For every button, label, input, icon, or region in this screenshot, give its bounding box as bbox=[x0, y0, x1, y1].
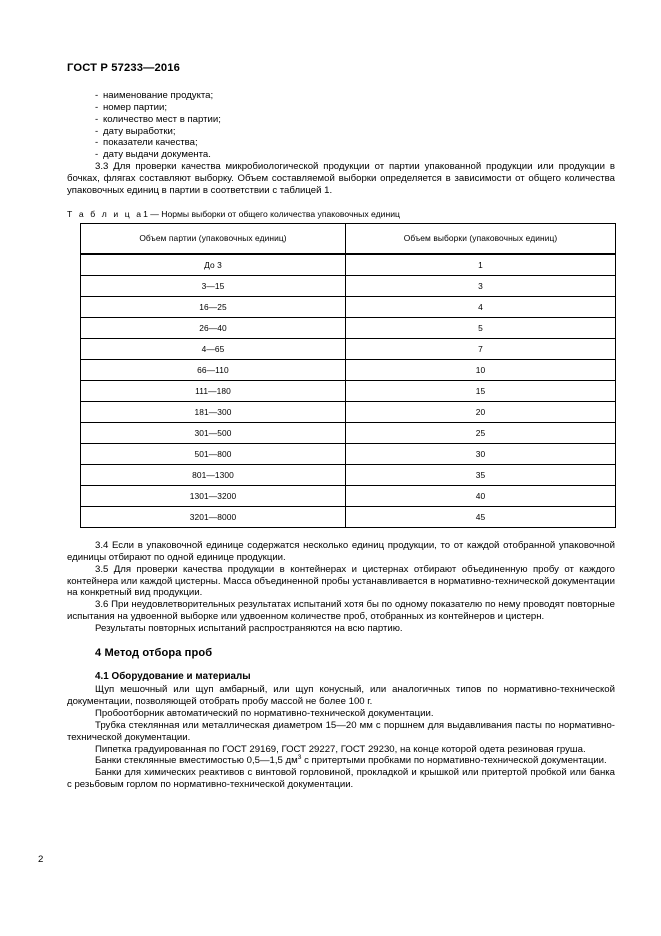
cubic-exponent: 3 bbox=[297, 754, 302, 762]
table-caption-dash: — bbox=[150, 208, 159, 219]
cell-sample-volume: 25 bbox=[346, 422, 616, 443]
requirements-list bbox=[67, 90, 615, 161]
table-row bbox=[81, 506, 616, 527]
cell-lot-volume: 301—500 bbox=[194, 427, 232, 438]
list-item bbox=[67, 102, 615, 114]
table-row bbox=[81, 317, 616, 338]
cell-sample-volume: 15 bbox=[346, 380, 616, 401]
cell-sample-volume: 5 bbox=[346, 317, 616, 338]
running-head: ГОСТ Р 57233—2016 bbox=[67, 62, 180, 74]
equipment-paragraph-2: Пробоотборник автоматический по нормативно-технической документации. bbox=[95, 707, 434, 719]
list-item-label: дату выработки; bbox=[103, 125, 176, 137]
list-item bbox=[67, 137, 615, 149]
dash-bullet-icon: - bbox=[95, 90, 99, 101]
equipment-paragraph-4: Пипетка градуированная по ГОСТ 29169, ГОСТ 29227, ГОСТ 29230, на конце которой одета резиновая груша. bbox=[95, 743, 586, 755]
list-item-label: наименование продукта; bbox=[103, 90, 214, 101]
column-header-lot-volume: Объем партии (упаковочных единиц) bbox=[139, 233, 287, 244]
cell-lot-volume: 16—25 bbox=[199, 301, 227, 312]
table-row bbox=[81, 422, 616, 443]
dash-bullet-icon: - bbox=[95, 125, 99, 137]
list-item-label: номер партии; bbox=[103, 101, 167, 113]
cell-sample-volume: 3 bbox=[346, 275, 616, 296]
dash-bullet-icon: - bbox=[95, 113, 99, 125]
column-header-sample-volume: Объем выборки (упаковочных единиц) bbox=[346, 223, 616, 254]
table-row bbox=[81, 359, 616, 380]
cell-sample-volume: 20 bbox=[346, 401, 616, 422]
jar-capacity-text-before: Банки стеклянные вместимостью 0,5—1,5 дм bbox=[95, 755, 298, 767]
cell-sample-volume: 35 bbox=[346, 464, 616, 485]
cell-lot-volume: 501—800 bbox=[194, 448, 232, 459]
clause-3-6: 3.6 При неудовлетворительных результатах испытаний хотя бы по одному показателю по нему проводят повторные испытания на удвоенной выборке или удвоенном количестве проб, отобранных из контейнеров и цистерн. bbox=[67, 599, 615, 623]
jar-capacity-text-after: с притертыми пробками по нормативно-технической документации. bbox=[301, 755, 607, 767]
table-row bbox=[81, 296, 616, 317]
page-content bbox=[67, 90, 615, 791]
table-caption-title: Нормы выборки от общего количества упаковочных единиц bbox=[161, 208, 400, 219]
page-number: 2 bbox=[38, 854, 44, 865]
cell-lot-volume: 66—110 bbox=[197, 364, 229, 375]
table-row bbox=[81, 443, 616, 464]
clause-3-5: 3.5 Для проверки качества продукции в контейнерах и цистернах отбирают объединенную пробу от каждого контейнера или каждой цистерны. Масса объединенной пробы устанавливается в нормативно-технической документации на конкретный вид продукции. bbox=[67, 563, 615, 599]
cell-sample-volume: 4 bbox=[346, 296, 616, 317]
table-caption bbox=[67, 209, 615, 219]
cell-sample-volume: 40 bbox=[346, 485, 616, 506]
cell-lot-volume: 26—40 bbox=[199, 322, 227, 333]
cell-lot-volume: 4—65 bbox=[201, 343, 225, 354]
equipment-paragraph-5 bbox=[67, 755, 615, 767]
table-row bbox=[81, 338, 616, 359]
cell-lot-volume: 181—300 bbox=[194, 406, 232, 417]
clause-3-3: 3.3 Для проверки качества микробиологической продукции от партии упакованной продукции или продукции в бочках, флягах составляют выборку. Объем составляемой выборки определяется в зависимости от общего количества упаковочных единиц в партии в соответствии с таблицей 1. bbox=[67, 161, 615, 196]
table-row bbox=[81, 254, 616, 276]
list-item bbox=[67, 90, 615, 102]
cell-lot-volume: 111—180 bbox=[195, 385, 231, 396]
dash-bullet-icon: - bbox=[95, 149, 99, 161]
cell-lot-volume: 801—1300 bbox=[192, 469, 234, 480]
table-caption-label: Т а б л и ц а bbox=[67, 208, 144, 219]
table-row bbox=[81, 275, 616, 296]
cell-sample-volume: 1 bbox=[346, 254, 616, 276]
equipment-paragraph-3: Трубка стеклянная или металлическая диаметром 15—20 мм с поршнем для выдавливания пасты по нормативно-технической документации. bbox=[67, 719, 615, 743]
table-caption-number: 1 bbox=[143, 208, 148, 219]
cell-lot-volume: 3—15 bbox=[201, 280, 225, 291]
clause-3-4: 3.4 Если в упаковочной единице содержатся несколько единиц продукции, то от каждой отобранной упаковочной единицы отбирают по одной единице продукции. bbox=[67, 539, 615, 563]
cell-sample-volume: 10 bbox=[346, 359, 616, 380]
list-item-label: показатели качества; bbox=[103, 137, 198, 149]
dash-bullet-icon: - bbox=[95, 137, 99, 149]
subsection-heading-4-1: 4.1 Оборудование и материалы bbox=[95, 671, 251, 683]
cell-lot-volume: До 3 bbox=[204, 259, 222, 270]
list-item bbox=[67, 114, 615, 126]
equipment-paragraph-6: Банки для химических реактивов с винтовой горловиной, прокладкой и крышкой или притертой пробкой или банка с резьбовым горлом по нормативно-технической документации. bbox=[67, 767, 615, 791]
cell-sample-volume: 45 bbox=[346, 506, 616, 527]
table-row bbox=[81, 401, 616, 422]
table-head bbox=[81, 223, 616, 254]
cell-lot-volume: 1301—3200 bbox=[189, 490, 237, 501]
list-item bbox=[67, 126, 615, 138]
list-item-label: дату выдачи документа. bbox=[103, 149, 211, 161]
cell-lot-volume: 3201—8000 bbox=[189, 511, 237, 522]
cell-sample-volume: 30 bbox=[346, 443, 616, 464]
table-row bbox=[81, 380, 616, 401]
table-body bbox=[81, 254, 616, 528]
list-item bbox=[67, 149, 615, 161]
equipment-paragraph-1: Щуп мешочный или щуп амбарный, или щуп конусный, или аналогичных типов по нормативно-технической документации, позволяющей отобрать пробу массой не более 100 г. bbox=[67, 684, 615, 707]
section-heading-4: 4 Метод отбора проб bbox=[95, 647, 213, 660]
dash-bullet-icon: - bbox=[95, 101, 99, 113]
clause-3-6-followup: Результаты повторных испытаний распространяются на всю партию. bbox=[95, 623, 403, 635]
list-item-label: количество мест в партии; bbox=[103, 113, 221, 125]
sampling-norms-table bbox=[80, 223, 616, 528]
cell-sample-volume: 7 bbox=[346, 338, 616, 359]
table-row bbox=[81, 464, 616, 485]
table-header-row bbox=[81, 223, 616, 254]
table-row bbox=[81, 485, 616, 506]
